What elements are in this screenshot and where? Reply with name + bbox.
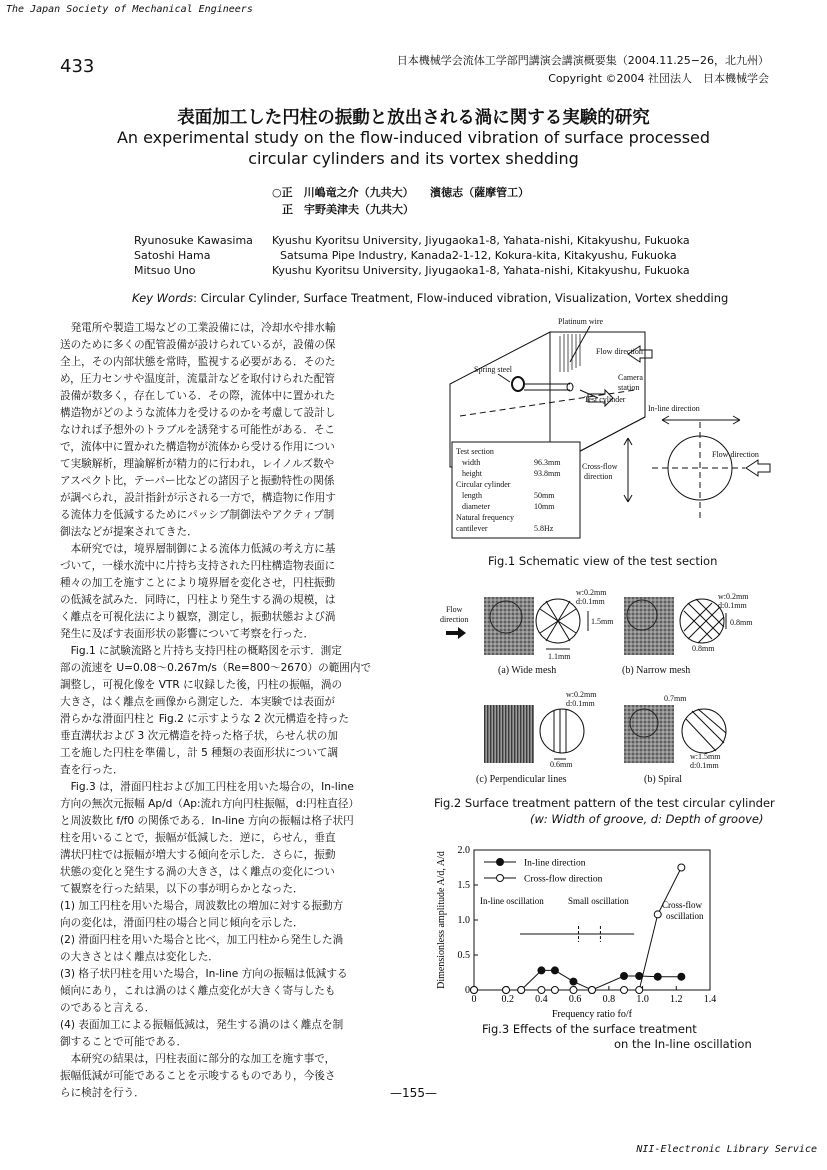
body-line: で，流体中に置かれた構造物が流体から受ける作用につい: [60, 441, 336, 453]
fig2-direction-label: direction: [440, 615, 469, 624]
body-line: なければ予想外のトラブルを誘発する可能性がある．そこ: [60, 424, 336, 436]
x-tick-label: 1.0: [636, 994, 649, 1005]
body-line: 振幅低減が可能であることを示唆するものであり，今後さ: [60, 1070, 336, 1082]
body-line: て観察を行った結果，以下の事が明らかとなった．: [60, 883, 304, 895]
body-line: づいて，一様水流中に片持ち支持された円柱構造物表面に: [60, 560, 336, 572]
fig1-spec-label: Circular cylinder: [456, 480, 511, 489]
data-point: [538, 987, 545, 994]
author-affil: Satsuma Pipe Industry, Kanada2-1-12, Kokura-kita, Kitakyushu, Fukuoka: [280, 249, 677, 262]
fig1-flow2-label: Flow direction: [712, 450, 759, 459]
fig2-caption-line1: Fig.2 Surface treatment pattern of the test circular cylinder: [434, 796, 775, 810]
y-tick-label: 1.0: [457, 915, 470, 926]
fig1-platinum-label: Platinum wire: [558, 317, 604, 326]
body-line: 本研究の結果は，円柱表面に部分的な加工を施す事で，: [60, 1053, 336, 1065]
fig2-flow-label: Flow: [446, 605, 463, 614]
fig1-spring-label: Spring steel: [474, 365, 512, 374]
fig2a-dim2: 1.1mm: [548, 652, 571, 661]
society-header: The Japan Society of Mechanical Engineers: [6, 4, 253, 15]
annotation-cross-1: Cross-flow: [662, 900, 702, 910]
x-tick-label: 1.4: [703, 994, 717, 1005]
body-line: (2) 滑面円柱を用いた場合と比べ，加工円柱から発生した渦: [60, 934, 344, 946]
body-line: め，圧力センサや温度計，流量計などを取付けられた配管: [60, 373, 336, 385]
body-line: 垂直溝状および 3 次元構造を持った格子状，らせん状の加: [60, 730, 338, 742]
body-line: 査を行った．: [60, 764, 124, 776]
data-point: [538, 967, 545, 974]
body-line: (4) 表面加工による振幅低減は，発生する渦のはく離点を制: [60, 1019, 344, 1031]
fig1-spec-value: 93.8mm: [534, 469, 561, 478]
fig1-direction-label: direction: [584, 472, 613, 481]
proceedings-line: 日本機械学会流体工学部門講演会講演概要集（2004.11.25−26，北九州）: [396, 54, 769, 67]
fig1-spec-label: height: [456, 469, 482, 478]
fig1-flow-label: Flow direction: [596, 347, 643, 356]
fig3-caption-line1: Fig.3 Effects of the surface treatment: [482, 1022, 697, 1036]
body-line: 方向の無次元振幅 Ap/d（Ap:流れ方向円柱振幅，d:円柱直径）: [60, 798, 360, 810]
author-affil: Kyushu Kyoritsu University, Jiyugaoka1-8, Yahata-nishi, Kitakyushu, Fukuoka: [272, 234, 690, 247]
fig2a-dim1: 1.5mm: [591, 617, 614, 626]
title-en-line2: circular cylinders and its vortex shedding: [248, 149, 579, 168]
annotation-small: Small oscillation: [568, 896, 629, 906]
body-line: る流体力を低減するためにパッシブ制御法やアクティブ制: [60, 509, 335, 521]
legend-marker: [497, 875, 504, 882]
annotation-inline: In-line oscillation: [480, 896, 544, 906]
fig2a-w: w:0.2mm: [576, 588, 607, 597]
body-line: 傾向にあり，これは渦のはく離点変化が大きく寄与したも: [60, 985, 336, 997]
title-en-line1: An experimental study on the flow-induced vibration of surface processed: [116, 128, 711, 147]
title-ja: 表面加工した円柱の振動と放出される渦に関する実験的研究: [177, 108, 650, 128]
fig2d-caption: (b) Spiral: [644, 774, 683, 785]
fig2c-dim1: 0.6mm: [550, 760, 573, 769]
fig1-spec-label: diameter: [456, 502, 490, 511]
author-affil: Kyushu Kyoritsu University, Jiyugaoka1-8, Yahata-nishi, Kitakyushu, Fukuoka: [272, 264, 690, 277]
legend-marker: [497, 859, 504, 866]
keywords-label: Key Words: [132, 291, 194, 305]
body-line: (1) 加工円柱を用いた場合，周波数比の増加に対する振動方: [60, 900, 344, 912]
body-line: が調べられ，設計指針が示される一方で，構造物に作用す: [60, 492, 336, 504]
y-tick-label: 0.5: [457, 950, 470, 961]
body-line: 本研究では，境界層制御による流体力低減の考え方に基: [60, 543, 336, 555]
body-line: 工を施した円柱を準備し，計 5 種類の表面形状について調: [60, 747, 339, 759]
fig2d-w: w:1.5mm: [690, 752, 721, 761]
data-point: [678, 973, 685, 980]
data-point: [570, 987, 577, 994]
authors-ja-line1: ○正 川嶋竜之介（九共大） 濱徳志（薩摩管工）: [272, 186, 530, 199]
fig2a-caption: (a) Wide mesh: [498, 665, 557, 676]
body-line: アスペクト比，テーパー比などの諸因子と振動特性の関係: [60, 475, 335, 487]
legend-label: Cross-flow direction: [524, 874, 603, 885]
copyright-line: Copyright ©2004 社団法人 日本機械学会: [548, 72, 769, 85]
fig1-spec-value: 96.3mm: [534, 458, 561, 467]
author-name: Ryunosuke Kawasima: [134, 234, 253, 247]
body-line: Fig.3 は，滑面円柱および加工円柱を用いた場合の，In-line: [60, 781, 354, 793]
data-point: [471, 987, 478, 994]
x-tick-label: 0: [471, 994, 477, 1005]
data-point: [503, 987, 510, 994]
data-point: [589, 987, 596, 994]
fig2c-w: w:0.2mm: [566, 690, 597, 699]
fig3-chart: [432, 826, 732, 1026]
fig1-spec-label: cantilever: [456, 524, 488, 533]
x-tick-label: 0.4: [535, 994, 548, 1005]
paper-number: 433: [60, 56, 95, 77]
y-tick-label: 2.0: [457, 845, 470, 856]
data-point: [654, 973, 661, 980]
data-point: [636, 987, 643, 994]
fig1-caption: Fig.1 Schematic view of the test section: [488, 554, 718, 568]
fig1-spec-label: width: [456, 458, 481, 467]
body-line: の大きさとはく離点は変化した．: [60, 951, 219, 963]
fig1-spec-label: Test section: [456, 447, 494, 456]
body-line: 滑らかな滑面円柱と Fig.2 に示すような 2 次元構造を持った: [60, 713, 349, 725]
body-line: 調整し，可視化像を VTR に収録した後，円柱の振幅，渦の: [60, 679, 343, 691]
fig1-station-label: station: [618, 383, 640, 392]
fig1-spec-value: 10mm: [534, 502, 555, 511]
fig2-diagram: [436, 585, 776, 795]
page-number: —155—: [390, 1086, 437, 1100]
body-text: [60, 320, 426, 1102]
series-line: [474, 868, 681, 991]
x-tick-label: 1.2: [670, 994, 683, 1005]
author-name: Satoshi Hama: [134, 249, 211, 262]
fig2c-caption: (c) Perpendicular lines: [476, 774, 567, 785]
fig2d-dim1: 0.7mm: [664, 694, 687, 703]
body-line: のであると言える．: [60, 1002, 156, 1014]
fig2d-d: d:0.1mm: [690, 761, 719, 770]
body-line: Fig.1 に試験流路と片持ち支持円柱の概略図を示す．測定: [60, 645, 342, 657]
fig2b-d: d:0.1mm: [718, 601, 747, 610]
y-tick-label: 1.5: [457, 880, 470, 891]
fig1-spec-value: 5.8Hz: [534, 524, 554, 533]
authors-ja-line2: 正 宇野美津夫（九共大）: [282, 203, 414, 216]
body-line: 発電所や製造工場などの工業設備には，冷却水や排水輸: [60, 322, 336, 334]
fig3-caption-line2: on the In-line oscillation: [614, 1037, 752, 1051]
fig2b-dim1: 0.8mm: [730, 618, 753, 627]
data-point: [518, 987, 525, 994]
data-point: [678, 864, 685, 871]
fig1-diagram: [430, 312, 780, 574]
data-point: [551, 987, 558, 994]
x-tick-label: 0.8: [602, 994, 616, 1005]
fig2c-d: d:0.1mm: [566, 699, 595, 708]
body-line: (3) 格子状円柱を用いた場合，In-line 方向の振幅は低減する: [60, 968, 348, 980]
y-tick-label: 0: [465, 985, 470, 996]
annotation-cross-2: oscillation: [666, 911, 704, 921]
author-list: [134, 233, 690, 278]
y-axis-label: Dimensionless amplitude A/d, A/d: [436, 851, 447, 989]
x-tick-label: 0.2: [501, 994, 514, 1005]
fig1-spec-label: Natural frequency: [456, 513, 514, 522]
fig2-caption-line2: (w: Width of groove, d: Depth of groove): [530, 812, 764, 826]
author-name: Mitsuo Uno: [134, 264, 196, 277]
legend-label: In-line direction: [524, 858, 586, 869]
body-line: 送のために多くの配管設備が設けられているが，設備の保: [60, 339, 336, 351]
body-line: 御することで可能である．: [60, 1036, 188, 1048]
fig1-camera-label: Camera: [618, 373, 643, 382]
body-line: 部の流速を U=0.08〜0.267m/s（Re=800〜2670）の範囲内で: [60, 662, 372, 674]
nii-service: NII-Electronic Library Service: [636, 1144, 817, 1155]
body-line: と周波数比 f/f0 の関係である．In-line 方向の振幅は格子状円: [60, 815, 354, 827]
data-point: [654, 911, 661, 918]
body-line: 向の変化は，滑面円柱の場合と同じ傾向を示した．: [60, 917, 304, 929]
body-line: 柱を用いることで，振幅が低減した．逆に，らせん，垂直: [60, 832, 336, 844]
fig2b-dim2: 0.8mm: [692, 644, 715, 653]
body-line: 全上，その内部状態を常時，監視する必要がある．そのた: [60, 356, 336, 368]
keywords: [132, 291, 728, 305]
fig1-spec-value: 50mm: [534, 491, 555, 500]
data-point: [621, 987, 628, 994]
body-line: 状態の変化と発生する渦の大きさ，はく離点の変化につい: [60, 866, 335, 878]
body-line: 種々の加工を施すことにより境界層を変化させ，円柱振動: [60, 577, 336, 589]
body-line: らに検討を行う．: [60, 1087, 145, 1099]
body-line: 発生に及ぼす表面形状の影響について考察を行った．: [60, 628, 315, 640]
body-line: 構造物がどのような流体力を受けるのかを考慮して設計し: [60, 407, 336, 419]
fig1-spec-label: length: [456, 491, 482, 500]
body-line: て実験解析，理論解析が精力的に行われ，レイノルズ数や: [60, 458, 335, 470]
fig1-inline-label: In-line direction: [648, 404, 700, 413]
body-line: 溝状円柱では振幅が増大する傾向を示した．さらに，振動: [60, 849, 336, 861]
body-line: く離点を可視化法により観察，測定し，振動状態および渦: [60, 611, 336, 623]
fig1-testcyl-label: Test cylinder: [584, 395, 626, 404]
fig1-crossflow-label: Cross-flow: [582, 462, 618, 471]
fig2a-d: d:0.1mm: [576, 597, 605, 606]
data-point: [621, 973, 628, 980]
x-tick-label: 0.6: [568, 994, 582, 1005]
keywords-text: : Circular Cylinder, Surface Treatment, Flow-induced vibration, Visualization, Vortex shedding: [193, 291, 729, 305]
fig2b-w: w:0.2mm: [718, 592, 749, 601]
fig2b-caption: (b) Narrow mesh: [622, 665, 691, 676]
body-line: の低減を試みた．同時に，円柱より発生する渦の規模，は: [60, 594, 336, 606]
body-line: 御法などが提案されてきた．: [60, 526, 198, 538]
data-point: [551, 967, 558, 974]
x-axis-label: Frequency ratio fo/f: [552, 1009, 632, 1020]
body-line: 大きさ，はく離点を画像から測定した．本実験では表面が: [60, 696, 336, 708]
body-line: 設備が数多く，存在している．その際，流体中に置かれた: [60, 390, 336, 402]
data-point: [570, 978, 577, 985]
